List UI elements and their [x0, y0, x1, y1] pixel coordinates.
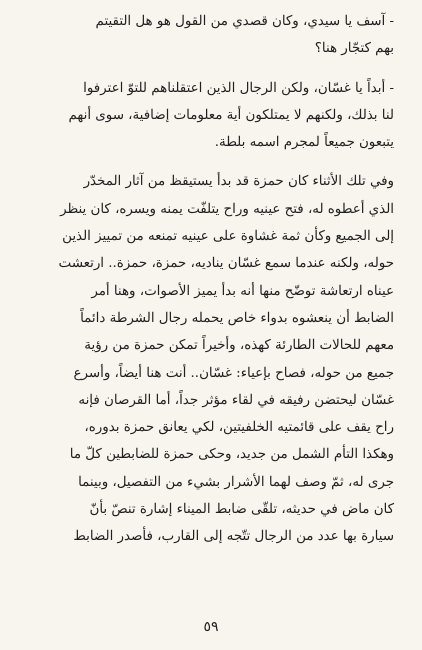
paragraph-2: [28, 75, 394, 157]
text-line: إلى الجميع وكأن ثمة غشاوة على عينيه تمنعه من تمييز الذين: [62, 229, 394, 245]
text-line: معهم للحالات الطارئة كهذه، وأخيراً تمكن حمزة من رؤية: [84, 338, 394, 354]
text-line: حوله، ولكنه عندما سمع غسّان يناديه، حمزة، حمزة.. ارتعشت: [58, 256, 394, 272]
text-line: راح يقف على قائمتيه الخلفيتين، لكي يعانق حمزة بدوره،: [84, 420, 394, 436]
paragraph-3: [28, 168, 394, 550]
text-line: جرى له، ثمّ وصف لهما الأشرار بشيء من التفصيل، وبينما: [78, 474, 394, 490]
text-line: - آسف يا سيدي، وكان قصدي من القول هو هل التقيتم: [95, 14, 394, 29]
text-line: - أبداً يا غسّان، ولكن الرجال الذين اعتقلناهم للتوّ اعترفوا: [83, 80, 394, 96]
text-line: وهكذا التأم الشمل من جديد، وحكى حمزة للضابطين كلّ ما: [69, 447, 394, 463]
text-line: بهم كتجّار هنا؟: [314, 41, 394, 57]
page-number: ٥٩: [203, 619, 219, 635]
text-line: يتبعون جميعاً لمجرم اسمه بلطة.: [214, 135, 394, 151]
text-line: جميع من حوله، فصاح بإعياء: غسّان.. أنت هنا أيضاً، وأسرع: [73, 365, 394, 381]
body-text: [28, 8, 394, 551]
text-line: وفي تلك الأثناء كان حمزة قد بدأ يستيقظ من آثار المخدّر: [83, 174, 394, 190]
text-line: الذي أعطوه له، فتح عينيه وراح يتلفّت يمنه ويسره، كان ينظر: [60, 201, 394, 217]
text-line: عيناه ارتعاشة توضّح منها أنه بدأ يميز الأصوات، وهنا أمر: [91, 283, 394, 299]
paragraph-gap: [28, 156, 394, 168]
paragraph-gap: [28, 63, 394, 75]
text-line: لنا بذلك، ولكنهم لا يمتلكون أية معلومات إضافية، سوى أنهم: [68, 107, 394, 123]
paragraph-1: [28, 8, 394, 63]
text-line: الضابط أن ينعشوه بدواء خاص يحمله رجال الشرطة دائماً: [80, 310, 394, 326]
text-line: غسّان ليحتضن رفيقه في لقاء مؤثر جداً، أما القرصان فإنه: [78, 392, 394, 408]
text-line: كان ماض في حديثه، تلقّى ضابط الميناء إشارة تنصّ بأنّ: [89, 502, 394, 518]
text-line: سيارة بها عدد من الرجال تتّجه إلى القارب، فأصدر الضابط: [73, 529, 394, 545]
